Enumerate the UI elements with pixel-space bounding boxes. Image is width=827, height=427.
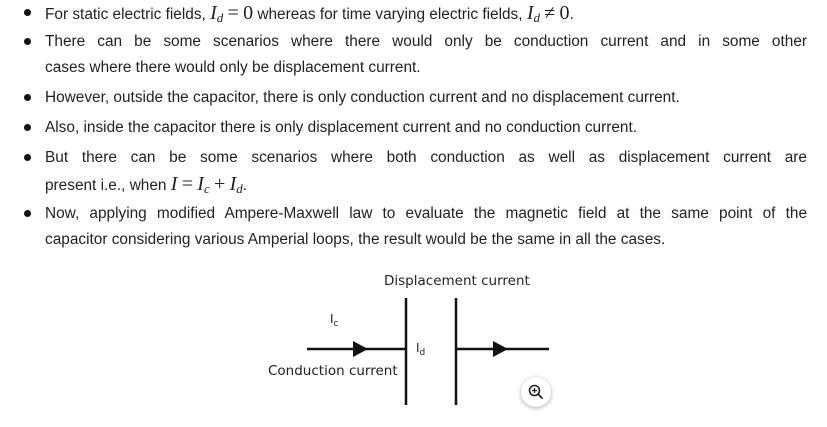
left-arrowhead (353, 341, 368, 357)
bullet-text: For static electric fields, (45, 6, 211, 23)
bullet-text: whereas for time varying electric fields, (253, 6, 527, 23)
bullet-item-both-currents (45, 145, 807, 199)
bullet-dot (24, 124, 31, 131)
bullet-dot (24, 94, 31, 101)
bullet-item-scenarios (45, 29, 807, 81)
bullet-dot (24, 38, 31, 45)
bullet-item-outside-capacitor (45, 85, 807, 111)
bullet-dot (24, 210, 31, 217)
bullet-text: present i.e., when (45, 177, 171, 194)
bullet-text: capacitor considering various Amperial loops, the result would be the same in all the cases. (45, 231, 666, 248)
bullet-item-ampere-maxwell (45, 201, 807, 253)
math-i: I (170, 173, 178, 195)
zoom-in-button[interactable] (521, 377, 551, 407)
math-id: Id (210, 2, 224, 25)
math-zero: 0 (243, 2, 254, 24)
ic-label: $I_c$ (330, 312, 339, 329)
bullet-text: Now, applying modified Ampere-Maxwell law to evaluate the magnetic field at the same point of the (45, 205, 807, 222)
bullet-text: cases where there would only be displacement current. (45, 59, 421, 76)
math-id: Id (526, 2, 540, 25)
id-label: $I_d$ (416, 341, 426, 358)
math-equals: = (181, 173, 193, 195)
bullet-dot (24, 154, 31, 161)
zoom-in-icon (521, 377, 551, 407)
bullet-text: . (242, 177, 248, 194)
bullet-item-static-fields (45, 0, 807, 28)
bullet-dot (24, 9, 31, 16)
math-id: Id (229, 173, 243, 196)
math-not-equal: ≠ (544, 2, 556, 24)
math-plus: + (214, 173, 226, 195)
right-arrowhead (493, 341, 508, 357)
bullet-text: Also, inside the capacitor there is only displacement current and no conduction current. (45, 119, 638, 136)
math-equals: = (227, 2, 239, 24)
conduction-current-label: Conduction current (268, 363, 398, 379)
bullet-item-inside-capacitor (45, 115, 807, 141)
bullet-text: But there can be some scenarios where both conduction as well as displacement current are (45, 149, 807, 166)
math-zero: 0 (559, 2, 570, 24)
displacement-current-label: Displacement current (384, 273, 530, 289)
math-ic: Ic (197, 173, 210, 196)
bullet-text: There can be some scenarios where there would only be conduction current and in some other (45, 33, 807, 50)
bullet-text: . (569, 6, 574, 23)
bullet-text: However, outside the capacitor, there is only conduction current and no displacement current. (45, 89, 680, 106)
